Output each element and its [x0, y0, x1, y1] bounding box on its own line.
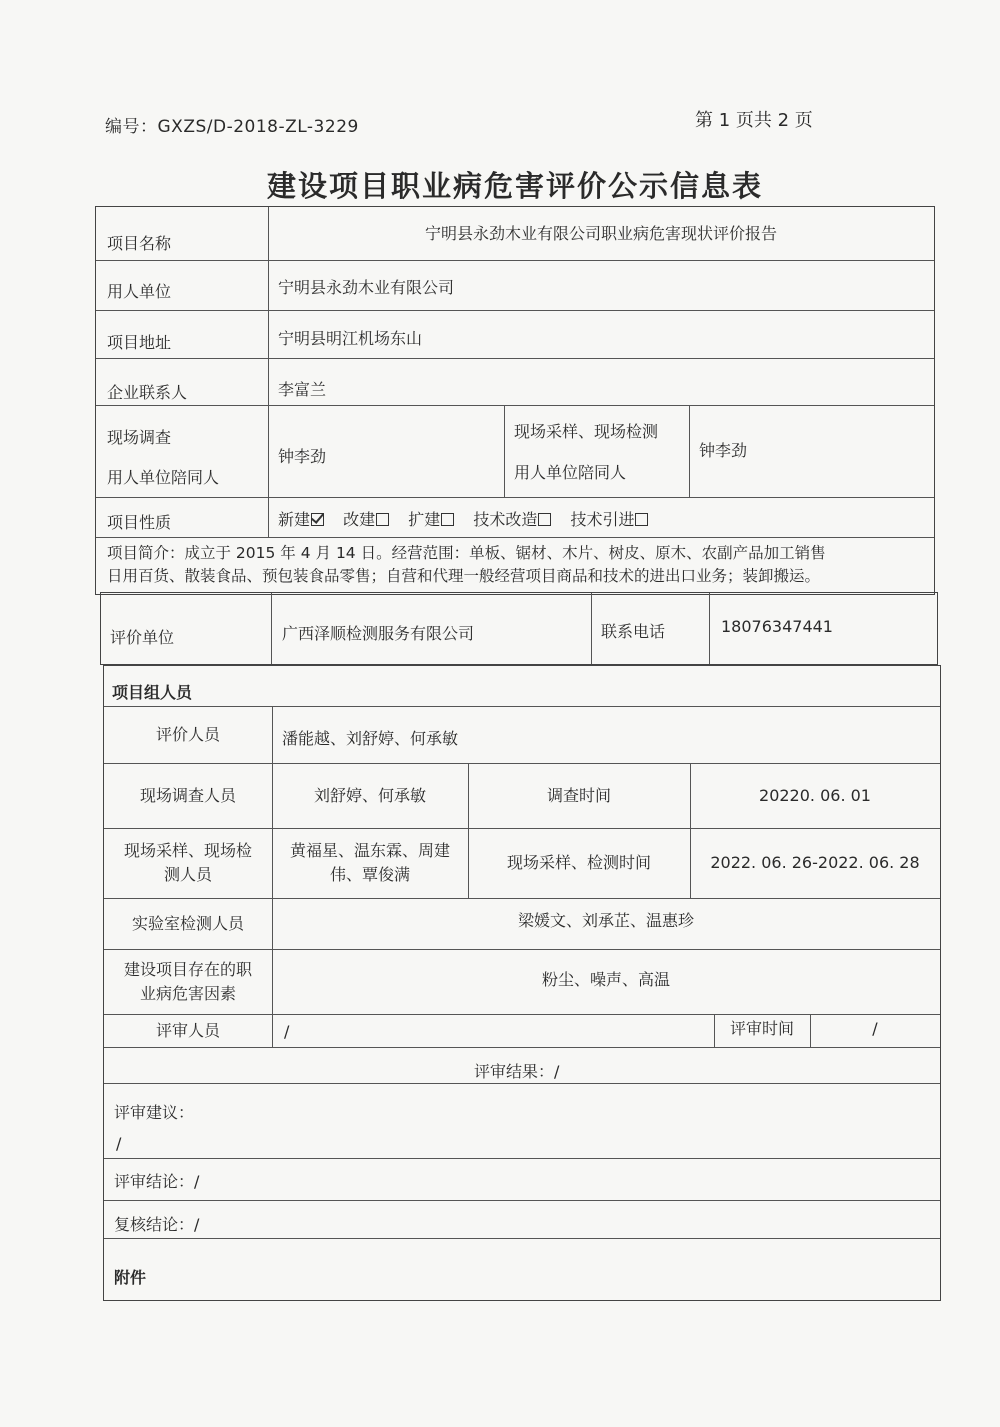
checkbox-checked-icon — [311, 513, 324, 526]
sampling-staff-label: 现场采样、现场检 测人员 — [123, 841, 252, 884]
team-review-table — [103, 665, 941, 1301]
review-time-label: 评审时间 — [729, 1018, 794, 1038]
employer-name: 宁明县永劲木业有限公司 — [278, 278, 455, 297]
project-name: 宁明县永劲木业有限公司职业病危害现状评价报告 — [424, 223, 777, 243]
sampling-companion: 钟李劲 — [699, 441, 748, 460]
evaluator-table — [100, 592, 938, 665]
evaluators: 潘能越、刘舒婷、何承敏 — [282, 729, 459, 748]
review-suggestion: / — [116, 1134, 122, 1153]
recheck-conclusion: 复核结论：/ — [114, 1215, 200, 1234]
evaluator-unit-label: 评价单位 — [110, 628, 175, 647]
checkbox-icon — [376, 513, 389, 526]
survey-companion: 钟李劲 — [278, 447, 327, 466]
survey-time: 20220. 06. 01 — [759, 785, 871, 805]
lab-staff: 梁媛文、刘承芷、温惠珍 — [517, 910, 694, 930]
address-label: 项目地址 — [107, 333, 172, 352]
attachment-label: 附件 — [114, 1268, 147, 1287]
project-name-label: 项目名称 — [107, 234, 172, 253]
contact-person: 李富兰 — [278, 380, 327, 399]
evaluators-label: 评价人员 — [155, 724, 220, 744]
nature-option-rebuild: 改建 — [343, 510, 389, 529]
sampling-companion-label-line1: 现场采样、现场检测 — [514, 422, 659, 441]
lab-staff-label: 实验室检测人员 — [131, 913, 244, 933]
review-time: / — [872, 1018, 878, 1038]
sampling-time: 2022. 06. 26-2022. 06. 28 — [710, 853, 920, 872]
reviewers-label: 评审人员 — [155, 1020, 220, 1040]
nature-option-tech-import: 技术引进 — [570, 510, 648, 529]
checkbox-icon — [635, 513, 648, 526]
employer-label: 用人单位 — [107, 282, 172, 301]
sampling-staff: 黄福星、温东霖、周建 伟、覃俊满 — [289, 841, 450, 884]
checkbox-icon — [538, 513, 551, 526]
review-result: 评审结果：/ — [474, 1062, 560, 1081]
nature-options — [278, 507, 662, 530]
evaluator-unit: 广西泽顺检测服务有限公司 — [282, 624, 475, 643]
hazard-factors: 粉尘、噪声、高温 — [541, 970, 670, 989]
page-indicator: 第 1 页共 2 页 — [695, 110, 813, 131]
nature-option-tech-upgrade: 技术改造 — [473, 510, 551, 529]
survey-companion-label-line1: 现场调查 — [107, 428, 172, 447]
team-section-label: 项目组人员 — [112, 683, 193, 702]
project-intro-line2: 日用百货、散装食品、预包装食品零售；自营和代理一般经营项目商品和技术的进出口业务；装卸搬运。 — [107, 567, 821, 585]
hazards-label: 建设项目存在的职 业病危害因素 — [123, 959, 252, 1003]
phone-number: 18076347441 — [721, 617, 833, 636]
survey-staff: 刘舒婷、何承敏 — [313, 785, 426, 805]
review-conclusion: 评审结论：/ — [114, 1172, 200, 1191]
survey-companion-label-line2: 用人单位陪同人 — [107, 468, 220, 487]
contact-label: 企业联系人 — [107, 383, 188, 402]
document-number: 编号：GXZS/D-2018-ZL-3229 — [105, 117, 359, 137]
phone-label: 联系电话 — [601, 622, 666, 641]
survey-staff-label: 现场调查人员 — [139, 785, 236, 805]
survey-time-label: 调查时间 — [546, 785, 611, 805]
project-address: 宁明县明江机场东山 — [278, 329, 423, 348]
sampling-companion-label-line2: 用人单位陪同人 — [514, 463, 627, 482]
checkbox-icon — [441, 513, 454, 526]
review-suggestion-label: 评审建议： — [114, 1103, 195, 1122]
basic-info-table — [95, 206, 935, 595]
nature-option-new: 新建 — [278, 510, 324, 529]
nature-label: 项目性质 — [107, 513, 172, 532]
nature-option-expand: 扩建 — [408, 510, 454, 529]
reviewers: / — [284, 1022, 290, 1041]
sampling-time-label: 现场采样、检测时间 — [506, 853, 651, 872]
page-title: 建设项目职业病危害评价公示信息表 — [266, 169, 763, 203]
project-intro-line1: 项目简介：成立于 2015 年 4 月 14 日。经营范围：单板、锯材、木片、树皮、原木、农副产品加工销售 — [107, 544, 826, 562]
